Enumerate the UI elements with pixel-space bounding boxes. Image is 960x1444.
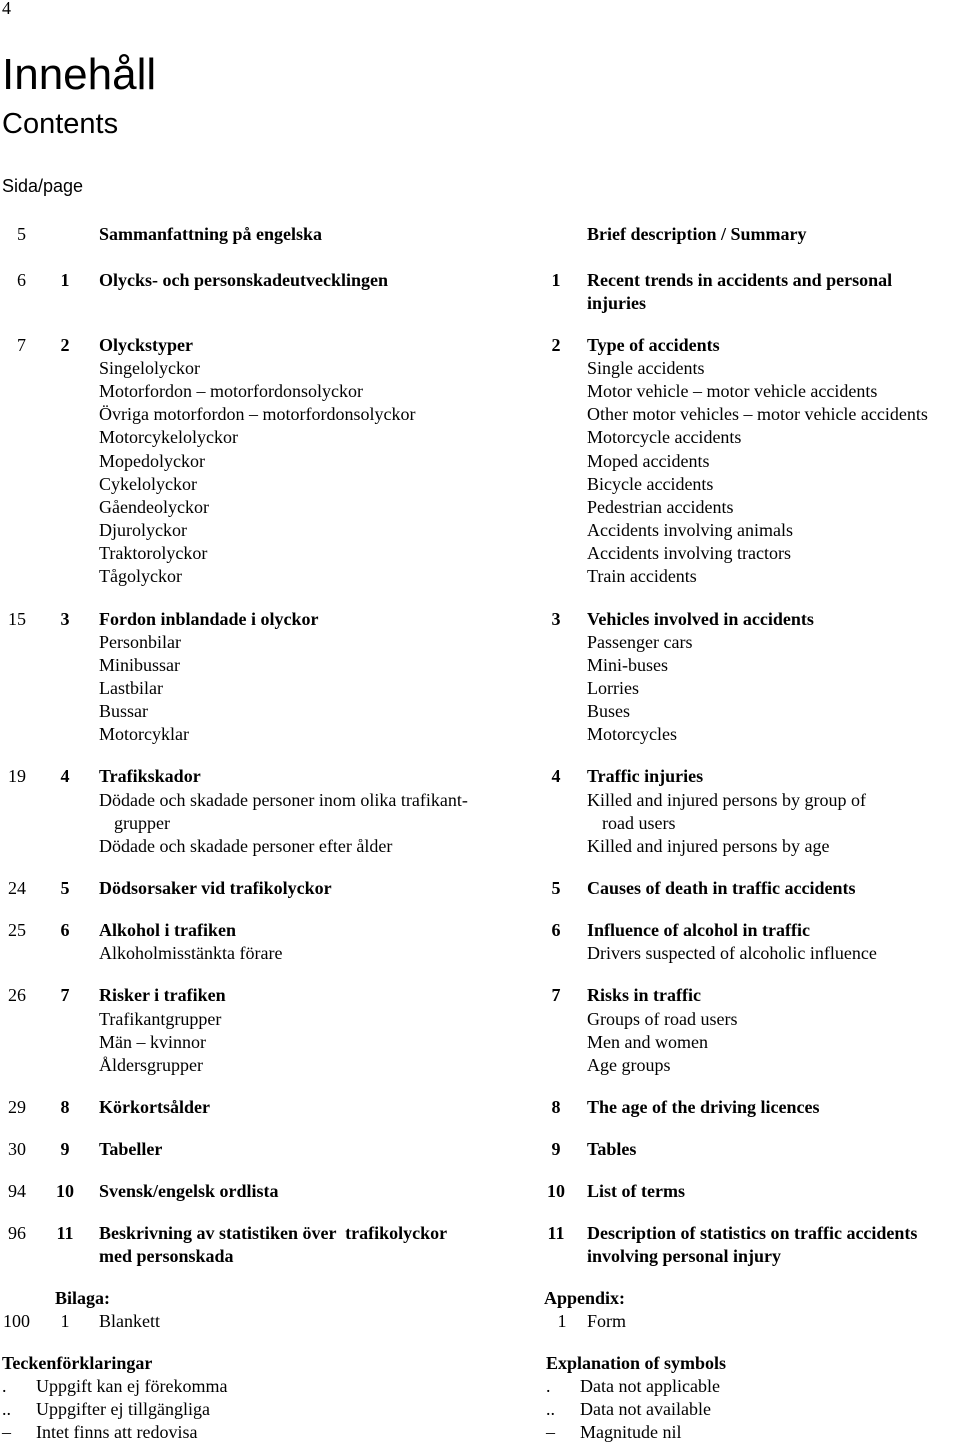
toc-title-en: Form <box>587 1311 627 1331</box>
appendix-label-sv: Bilaga: <box>55 1288 111 1308</box>
toc-subitem-en: Motorcycles <box>587 724 677 744</box>
toc-chapter-number-en: 10 <box>547 1181 565 1201</box>
toc-subitem-en: Men and women <box>587 1032 708 1052</box>
toc-title-en: Causes of death in traffic accidents <box>587 878 856 898</box>
toc-chapter-number-en: 3 <box>551 609 561 629</box>
toc-subitem-en-continued: road users <box>602 813 676 833</box>
toc-chapter-number: 11 <box>56 1223 74 1243</box>
toc-subitem-en: Killed and injured persons by group of <box>587 790 866 810</box>
toc-chapter-number-en: 9 <box>551 1139 561 1159</box>
toc-subitem-en: Motorcycle accidents <box>587 427 742 447</box>
toc-page-number: 29 <box>8 1097 26 1117</box>
toc-subitem-en: Buses <box>587 701 631 721</box>
toc-subitem-sv: Personbilar <box>99 632 181 652</box>
toc-page-number: 94 <box>8 1181 26 1201</box>
legend-text-sv: Intet finns att redovisa <box>36 1422 198 1442</box>
toc-chapter-number: 7 <box>60 985 70 1005</box>
toc-chapter-number-en: 4 <box>551 766 561 786</box>
toc-subitem-en: Other motor vehicles – motor vehicle accidents <box>587 404 928 424</box>
toc-subitem-en: Accidents involving animals <box>587 520 793 540</box>
toc-title-sv: Fordon inblandade i olyckor <box>99 609 319 629</box>
toc-title-sv: Alkohol i trafiken <box>99 920 237 940</box>
toc-title-sv: Sammanfattning på engelska <box>99 224 323 244</box>
toc-title-en: List of terms <box>587 1181 685 1201</box>
toc-subitem-sv: Gåendeolyckor <box>99 497 209 517</box>
toc-subitem-sv: Minibussar <box>99 655 180 675</box>
legend-symbol: .. <box>2 1399 11 1419</box>
toc-subitem-sv: Motorcykelolyckor <box>99 427 238 447</box>
toc-title-sv: Tabeller <box>99 1139 163 1159</box>
toc-subitem-sv: Åldersgrupper <box>99 1055 203 1075</box>
toc-chapter-number: 9 <box>60 1139 70 1159</box>
legend-text-en: Data not applicable <box>580 1376 720 1396</box>
page-number: 4 <box>2 0 11 18</box>
toc-page-number: 96 <box>8 1223 26 1243</box>
toc-subitem-sv: Djurolyckor <box>99 520 187 540</box>
legend-symbol: – <box>2 1422 11 1442</box>
toc-title-en: Description of statistics on traffic accidents <box>587 1223 918 1243</box>
toc-subitem-en: Pedestrian accidents <box>587 497 734 517</box>
toc-page-number: 7 <box>17 335 26 355</box>
toc-page-number: 26 <box>8 985 26 1005</box>
column-label: Sida/page <box>2 176 84 196</box>
toc-chapter-number-en: 1 <box>551 270 561 290</box>
toc-title-en: Type of accidents <box>587 335 720 355</box>
toc-subitem-sv: Motorcyklar <box>99 724 189 744</box>
toc-chapter-number: 1 <box>60 270 70 290</box>
toc-page-number: 19 <box>8 766 26 786</box>
toc-title-sv-continued: med personskada <box>99 1246 234 1266</box>
toc-subitem-en: Groups of road users <box>587 1009 738 1029</box>
toc-chapter-number-en: 5 <box>551 878 561 898</box>
legend-symbol: .. <box>546 1399 555 1419</box>
toc-title-sv: Trafikskador <box>99 766 201 786</box>
legend-text-en: Magnitude nil <box>580 1422 682 1442</box>
toc-subitem-en: Lorries <box>587 678 639 698</box>
toc-chapter-number-en: 11 <box>547 1223 565 1243</box>
toc-chapter-number: 5 <box>60 878 70 898</box>
toc-subitem-en: Bicycle accidents <box>587 474 714 494</box>
toc-subitem-sv: Lastbilar <box>99 678 163 698</box>
toc-chapter-number-en: 6 <box>551 920 561 940</box>
toc-subitem-en: Moped accidents <box>587 451 710 471</box>
toc-chapter-number-en: 8 <box>551 1097 561 1117</box>
toc-subitem-sv: Mopedolyckor <box>99 451 205 471</box>
toc-title-en-continued: injuries <box>587 293 647 313</box>
toc-appendix-number-en: 1 <box>557 1311 567 1331</box>
toc-subitem-en: Accidents involving tractors <box>587 543 791 563</box>
toc-page-number: 6 <box>17 270 26 290</box>
toc-subitem-sv: Singelolyckor <box>99 358 200 378</box>
toc-subitem-en: Drivers suspected of alcoholic influence <box>587 943 877 963</box>
toc-page-number: 25 <box>8 920 26 940</box>
toc-title-sv: Beskrivning av statistiken över trafikolyckor <box>99 1223 448 1243</box>
toc-title-sv: Olyckstyper <box>99 335 193 355</box>
toc-chapter-number-en: 7 <box>551 985 561 1005</box>
toc-subitem-sv: Trafikantgrupper <box>99 1009 222 1029</box>
legend-text-en: Data not available <box>580 1399 711 1419</box>
toc-subitem-sv: Alkoholmisstänkta förare <box>99 943 283 963</box>
toc-chapter-number: 3 <box>60 609 70 629</box>
toc-subitem-en: Passenger cars <box>587 632 693 652</box>
toc-title-en: Influence of alcohol in traffic <box>587 920 810 940</box>
page-subtitle: Contents <box>2 108 119 140</box>
toc-title-sv: Risker i trafiken <box>99 985 226 1005</box>
toc-subitem-sv: Dödade och skadade personer inom olika trafikant- <box>99 790 468 810</box>
toc-title-en-continued: involving personal injury <box>587 1246 782 1266</box>
toc-chapter-number: 10 <box>56 1181 74 1201</box>
legend-symbol: . <box>546 1376 551 1396</box>
toc-page-number: 30 <box>8 1139 26 1159</box>
toc-subitem-sv: Övriga motorfordon – motorfordonsolyckor <box>99 404 416 424</box>
toc-chapter-number-en: 2 <box>551 335 561 355</box>
toc-subitem-sv: Bussar <box>99 701 148 721</box>
toc-subitem-sv: Motorfordon – motorfordonsolyckor <box>99 381 363 401</box>
toc-subitem-sv: Män – kvinnor <box>99 1032 206 1052</box>
toc-page-number: 5 <box>17 224 26 244</box>
toc-title-sv: Dödsorsaker vid trafikolyckor <box>99 878 332 898</box>
toc-title-en: Tables <box>587 1139 637 1159</box>
toc-title-en: Recent trends in accidents and personal <box>587 270 893 290</box>
toc-subitem-en: Killed and injured persons by age <box>587 836 830 856</box>
toc-subitem-en: Train accidents <box>587 566 697 586</box>
legend-title-sv: Teckenförklaringar <box>2 1353 153 1373</box>
toc-page-number: 100 <box>3 1311 30 1331</box>
toc-subitem-sv: Cykelolyckor <box>99 474 197 494</box>
page-title: Innehåll <box>2 50 157 99</box>
toc-chapter-number: 8 <box>60 1097 70 1117</box>
legend-title-en: Explanation of symbols <box>546 1353 727 1373</box>
toc-page-number: 24 <box>8 878 26 898</box>
toc-title-en: Vehicles involved in accidents <box>587 609 814 629</box>
toc-chapter-number: 2 <box>60 335 70 355</box>
toc-title-sv: Svensk/engelsk ordlista <box>99 1181 279 1201</box>
legend-text-sv: Uppgifter ej tillgängliga <box>36 1399 210 1419</box>
toc-chapter-number: 6 <box>60 920 70 940</box>
legend-symbol: – <box>546 1422 555 1442</box>
toc-title-sv: Körkortsålder <box>99 1097 210 1117</box>
toc-title-sv: Olycks- och personskadeutvecklingen <box>99 270 389 290</box>
toc-page-number: 15 <box>8 609 26 629</box>
toc-subitem-en: Motor vehicle – motor vehicle accidents <box>587 381 878 401</box>
legend-symbol: . <box>2 1376 7 1396</box>
legend-text-sv: Uppgift kan ej förekomma <box>36 1376 228 1396</box>
toc-subitem-en: Single accidents <box>587 358 705 378</box>
toc-title-en: Traffic injuries <box>587 766 704 786</box>
toc-subitem-sv: Dödade och skadade personer efter ålder <box>99 836 393 856</box>
toc-title-en: The age of the driving licences <box>587 1097 820 1117</box>
toc-title-en: Risks in traffic <box>587 985 701 1005</box>
toc-chapter-number: 4 <box>60 766 70 786</box>
toc-subitem-en: Mini-buses <box>587 655 668 675</box>
toc-appendix-number: 1 <box>60 1311 70 1331</box>
toc-subitem-sv: Traktorolyckor <box>99 543 208 563</box>
toc-subitem-sv-continued: grupper <box>114 813 170 833</box>
appendix-label-en: Appendix: <box>544 1288 626 1308</box>
toc-title-en: Brief description / Summary <box>587 224 807 244</box>
toc-subitem-en: Age groups <box>587 1055 671 1075</box>
toc-subitem-sv: Tågolyckor <box>99 566 182 586</box>
toc-title-sv: Blankett <box>99 1311 160 1331</box>
